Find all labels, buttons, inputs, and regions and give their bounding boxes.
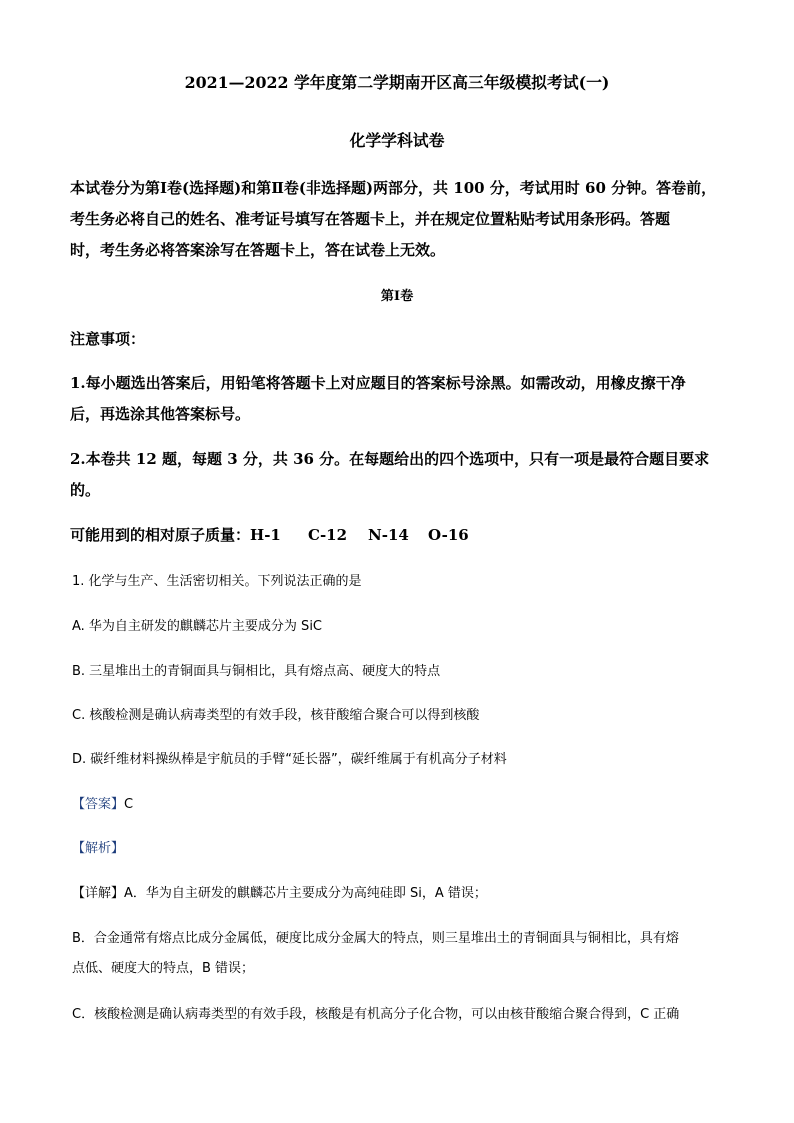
notice-1-line-2: 后，再选涂其他答案标号。	[70, 405, 251, 423]
intro-line-1: 本试卷分为第Ⅰ卷(选择题)和第Ⅱ卷(非选择题)两部分，共 100 分，考试用时 60 分钟。答卷前，	[70, 179, 717, 197]
atomic-mass-h: H-1	[250, 526, 281, 544]
atomic-mass-row	[70, 524, 469, 545]
answer-tag: 【答案】	[72, 797, 125, 812]
question-1-option-d: D. 碳纤维材料操纵棒是宇航员的手臂“延长器”，碳纤维属于有机高分子材料	[72, 752, 507, 767]
question-1-option-b: B. 三星堆出土的青铜面具与铜相比，具有熔点高、硬度大的特点	[72, 664, 441, 679]
detail-line-4: C．核酸检测是确认病毒类型的有效手段，核酸是有机高分子化合物，可以由核苷酸缩合聚合得到，C 正确	[72, 1007, 680, 1022]
question-1-option-c: C. 核酸检测是确认病毒类型的有效手段，核苷酸缩合聚合可以得到核酸	[72, 708, 480, 723]
intro-line-3: 时，考生务必将答案涂写在答题卡上，答在试卷上无效。	[70, 241, 446, 259]
detail-line-3: 点低、硬度大的特点，B 错误；	[72, 961, 255, 976]
atomic-mass-c: C-12	[308, 526, 348, 544]
atomic-mass-label: 可能用到的相对原子质量：	[70, 526, 251, 544]
subject-title: 化学学科试卷	[349, 131, 445, 150]
analysis-tag: 【解析】	[72, 841, 125, 856]
answer-row	[72, 793, 133, 812]
answer-value: C	[124, 797, 134, 812]
intro-line-2: 考生务必将自己的姓名、准考证号填写在答题卡上，并在规定位置粘贴考试用条形码。答题	[70, 210, 671, 228]
notice-2-line-1: 2.本卷共 12 题，每题 3 分，共 36 分。在每题给出的四个选项中，只有一项是最符合题目要求	[70, 450, 710, 468]
notice-heading: 注意事项：	[70, 330, 146, 348]
notice-2-line-2: 的。	[70, 481, 101, 499]
atomic-mass-o: O-16	[428, 526, 469, 544]
detail-line-2: B．合金通常有熔点比成分金属低，硬度比成分金属大的特点，则三星堆出土的青铜面具与铜相比，具有熔	[72, 931, 679, 946]
question-1-stem: 1. 化学与生产、生活密切相关。下列说法正确的是	[72, 574, 362, 589]
exam-title: 2021—2022 学年度第二学期南开区高三年级模拟考试(一)	[184, 73, 610, 92]
question-1-option-a: A. 华为自主研发的麒麟芯片主要成分为 SiC	[72, 619, 323, 634]
detail-line-1: 【详解】A．华为自主研发的麒麟芯片主要成分为高纯硅即 Si，A 错误；	[72, 886, 487, 901]
atomic-mass-n: N-14	[368, 526, 409, 544]
notice-1-line-1: 1.每小题选出答案后，用铅笔将答题卡上对应题目的答案标号涂黑。如需改动，用橡皮擦干净	[70, 374, 686, 392]
section-title: 第Ⅰ卷	[380, 289, 414, 304]
